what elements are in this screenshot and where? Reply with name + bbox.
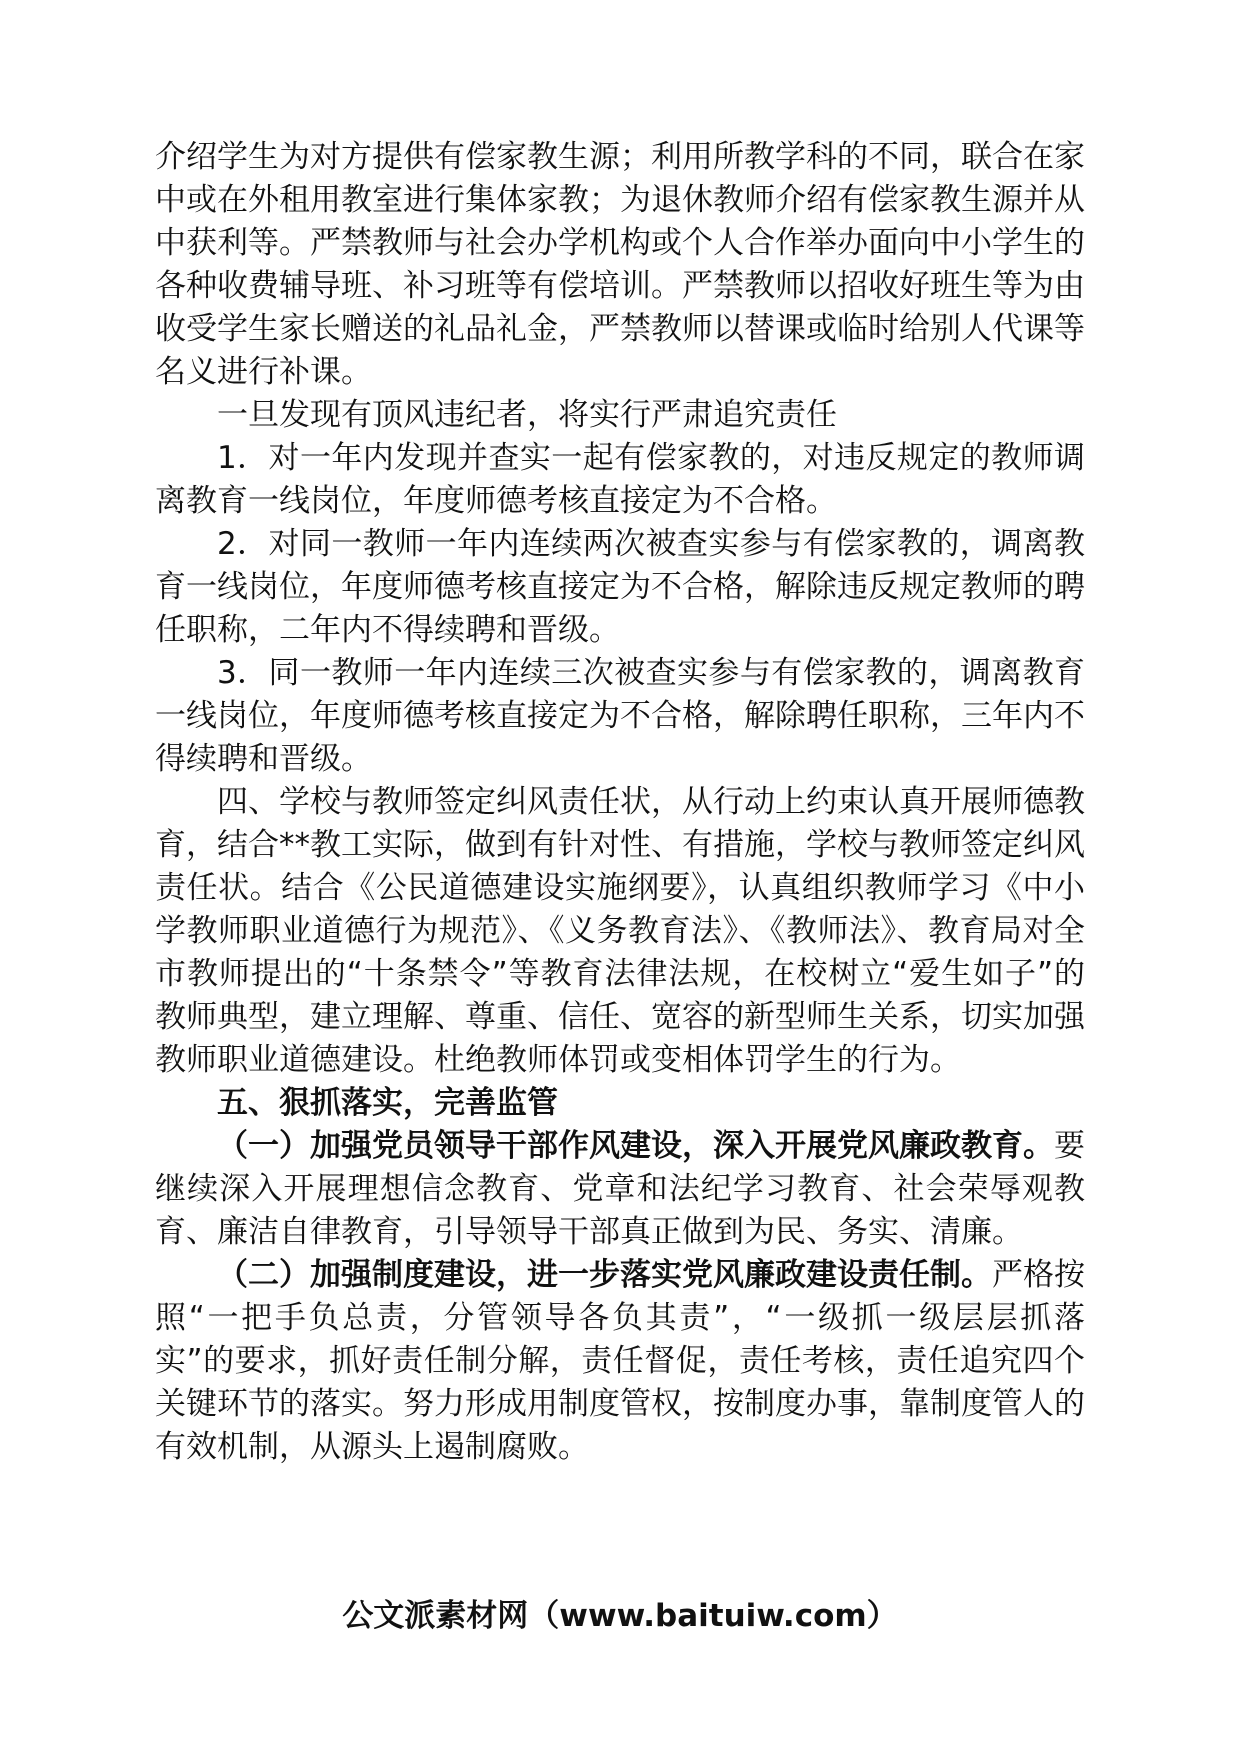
subsection-2-text: 严格按照“一把手负总责，分管领导各负其责”，“一级抓一级层层抓落实”的要求，抓好责任制分解，责任督促，责任考核，责任追究四个关键环节的落实。努力形成用制度管权，按制度办事，靠制度管人的有效机制，从源头上遏制腐败。 [155,1257,1085,1465]
footer-watermark: 公文派素材网（www.baituiw.com） [342,1598,898,1634]
paragraph-subsection-1 [155,1125,1085,1254]
section-heading-5: 五、狠抓落实，完善监管 [217,1085,558,1121]
paragraph-item-3: 3．同一教师一年内连续三次被查实参与有偿家教的，调离教育一线岗位，年度师德考核直接定为不合格，解除聘任职称，三年内不得续聘和晋级。 [155,655,1085,777]
document-body [155,136,1085,1469]
subsection-1-text: 要继续深入开展理想信念教育、党章和法纪学习教育、社会荣辱观教育、廉洁自律教育，引导领导干部真正做到为民、务实、清廉。 [155,1128,1085,1250]
subsection-2-heading: （二）加强制度建设，进一步落实党风廉政建设责任制。 [217,1257,992,1293]
paragraph-item-1: 1．对一年内发现并查实一起有偿家教的，对违反规定的教师调离教育一线岗位，年度师德考核直接定为不合格。 [155,440,1085,519]
paragraph-2: 一旦发现有顶风违纪者，将实行严肃追究责任 [217,397,837,433]
subsection-1-heading: （一）加强党员领导干部作风建设，深入开展党风廉政教育。 [217,1128,1054,1164]
paragraph-item-2: 2．对同一教师一年内连续两次被查实参与有偿家教的，调离教育一线岗位，年度师德考核直接定为不合格，解除违反规定教师的聘任职称，二年内不得续聘和晋级。 [155,526,1085,648]
paragraph-section-4: 四、学校与教师签定纠风责任状，从行动上约束认真开展师德教育，结合**教工实际，做到有针对性、有措施，学校与教师签定纠风责任状。结合《公民道德建设实施纲要》，认真组织教师学习《中小学教师职业道德行为规范》、《义务教育法》、《教师法》、教育局对全市教师提出的“十条禁令”等教育法律法规，在校树立“爱生如子”的教师典型，建立理解、尊重、信任、宽容的新型师生关系，切实加强教师职业道德建设。杜绝教师体罚或变相体罚学生的行为。 [155,784,1085,1078]
paragraph-subsection-2 [155,1254,1085,1469]
paragraph-1: 介绍学生为对方提供有偿家教生源；利用所教学科的不同，联合在家中或在外租用教室进行集体家教；为退休教师介绍有偿家教生源并从中获利等。严禁教师与社会办学机构或个人合作举办面向中小学生的各种收费辅导班、补习班等有偿培训。严禁教师以招收好班生等为由收受学生家长赠送的礼品礼金，严禁教师以替课或临时给别人代课等名义进行补课。 [155,139,1085,390]
